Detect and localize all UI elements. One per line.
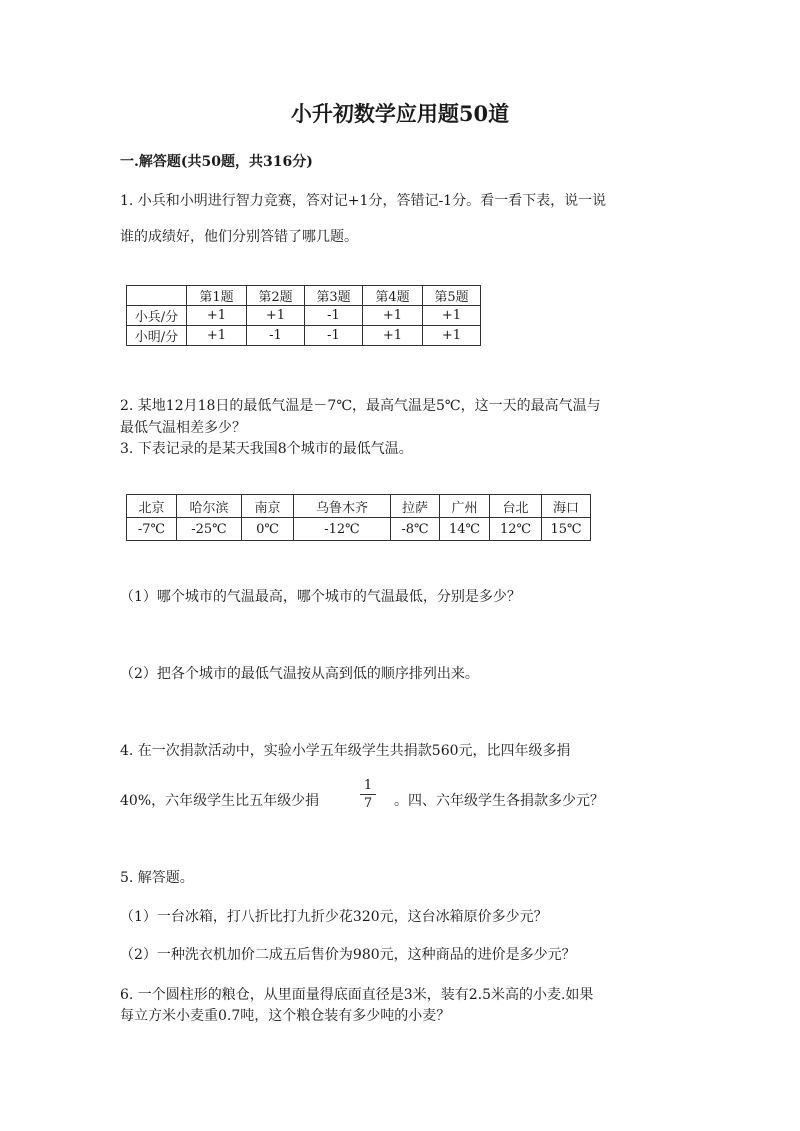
table-row: [127, 326, 481, 346]
table-header-cell: 第5题: [423, 286, 481, 306]
fraction-bar: [360, 794, 376, 795]
q4-text-line1: 4. 在一次捐款活动中，实验小学五年级学生共捐款560元，比四年级多捐: [120, 743, 571, 759]
table-header-cell: 第2题: [247, 286, 305, 306]
table-cell: 14℃: [440, 518, 490, 541]
table-cell: -1: [305, 326, 363, 346]
table-cell: -8℃: [391, 518, 440, 541]
table-header-cell: 海口: [542, 495, 591, 518]
table-header-row: [127, 495, 591, 518]
table-cell: 12℃: [490, 518, 542, 541]
table-cell: +1: [363, 306, 423, 326]
q3-text-line1: 3. 下表记录的是某天我国8个城市的最低气温。: [120, 441, 413, 457]
table-header-row: [127, 286, 481, 306]
table-cell: +1: [187, 306, 247, 326]
q6-text-line1: 6. 一个圆柱形的粮仓，从里面量得底面直径是3米，装有2.5米高的小麦.如果: [120, 987, 594, 1003]
table-cell: -1: [305, 306, 363, 326]
table-header-cell: 哈尔滨: [177, 495, 242, 518]
q4-text-line2b: 。四、六年级学生各捐款多少元？: [394, 793, 604, 809]
table-cell: +1: [423, 306, 481, 326]
q5-text-line1: 5. 解答题。: [120, 870, 194, 886]
table-cell: -12℃: [294, 518, 391, 541]
section-heading: 一.解答题(共50题，共316分): [120, 154, 313, 170]
table-cell: -7℃: [127, 518, 177, 541]
table-cell: -25℃: [177, 518, 242, 541]
page-title: 小升初数学应用题50道: [290, 101, 510, 126]
table-row: [127, 306, 481, 326]
q3-sub-question-2: （2）把各个城市的最低气温按从高到低的顺序排列出来。: [120, 666, 479, 682]
table-cell: [127, 286, 187, 306]
fraction-denominator: 7: [363, 796, 373, 811]
table-header-cell: 台北: [490, 495, 542, 518]
table-header-cell: 第1题: [187, 286, 247, 306]
table-header-cell: 拉萨: [391, 495, 440, 518]
q1-text-line2: 谁的成绩好，他们分别答错了哪几题。: [120, 229, 358, 245]
fraction-one-seventh: [360, 778, 376, 811]
table-header-cell: 乌鲁木齐: [294, 495, 391, 518]
q5-sub-question-1: （1）一台冰箱，打八折比打九折少花320元，这台冰箱原价多少元？: [120, 909, 548, 925]
table-cell: +1: [247, 306, 305, 326]
table-cell: 0℃: [242, 518, 294, 541]
table-row-label: 小明/分: [127, 326, 187, 346]
table-header-cell: 北京: [127, 495, 177, 518]
q2-text-line2: 最低气温相差多少？: [120, 420, 246, 436]
q3-temperature-table: [126, 494, 591, 541]
q1-text-line1: 1. 小兵和小明进行智力竞赛，答对记+1分，答错记-1分。看一看下表，说一说: [120, 193, 607, 209]
q3-sub-question-1: （1）哪个城市的气温最高，哪个城市的气温最低，分别是多少？: [120, 589, 521, 605]
table-row-label: 小兵/分: [127, 306, 187, 326]
q1-score-table: [126, 285, 481, 346]
table-row: [127, 518, 591, 541]
q5-sub-question-2: （2）一种洗衣机加价二成五后售价为980元，这种商品的进价是多少元？: [120, 947, 576, 963]
table-header-cell: 第3题: [305, 286, 363, 306]
table-cell: +1: [187, 326, 247, 346]
table-cell: -1: [247, 326, 305, 346]
table-cell: 15℃: [542, 518, 591, 541]
q4-text-line2a: 40%，六年级学生比五年级少捐: [120, 793, 320, 809]
table-header-cell: 广州: [440, 495, 490, 518]
fraction-numerator: 1: [363, 778, 373, 793]
q6-text-line2: 每立方米小麦重0.7吨，这个粮仓装有多少吨的小麦？: [120, 1008, 451, 1024]
q2-text-line1: 2. 某地12月18日的最低气温是－7℃，最高气温是5℃，这一天的最高气温与: [120, 398, 601, 414]
table-cell: +1: [423, 326, 481, 346]
table-header-cell: 第4题: [363, 286, 423, 306]
table-cell: +1: [363, 326, 423, 346]
table-header-cell: 南京: [242, 495, 294, 518]
